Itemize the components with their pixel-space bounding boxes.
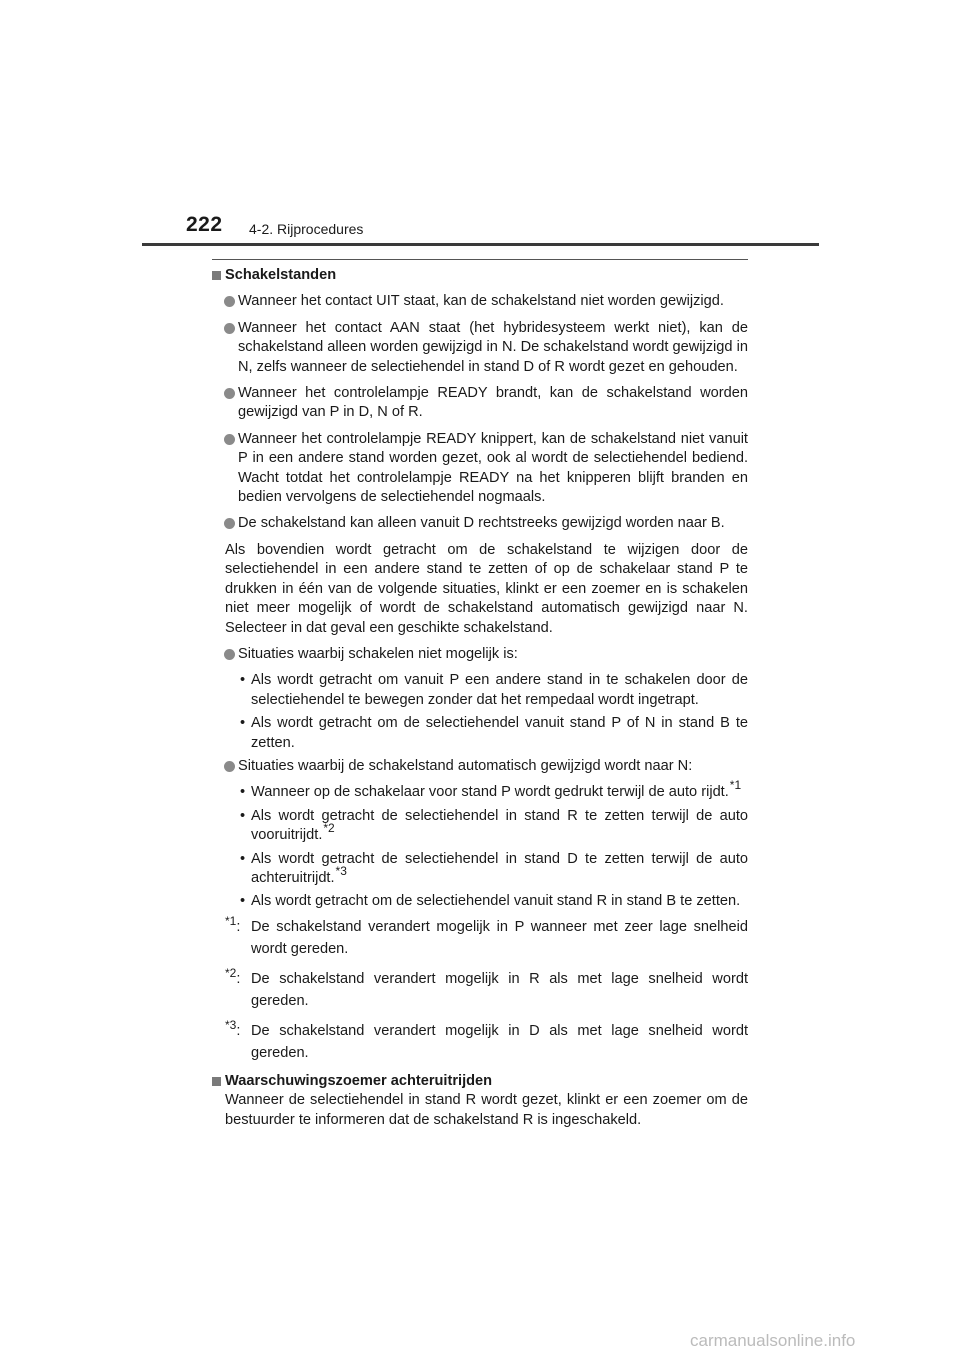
dot-bullet-icon: • xyxy=(240,807,246,824)
footnote xyxy=(212,965,748,1012)
sub-item xyxy=(212,714,748,753)
circle-bullet-icon xyxy=(224,434,235,445)
circle-bullet-icon xyxy=(224,323,235,334)
square-bullet-icon xyxy=(212,1077,221,1086)
sub-item xyxy=(212,671,748,710)
footnote-label: $^{*3}$: xyxy=(225,1017,241,1039)
footnote-marker: *3 xyxy=(335,863,347,878)
bullet-text: Situaties waarbij de schakelstand automatisch gewijzigd wordt naar N: xyxy=(238,757,693,774)
footnote-text: De schakelstand verandert mogelijk in P wanneer met zeer lage snelheid wordt gereden. xyxy=(251,918,748,957)
footnote-marker: *1 xyxy=(729,778,742,793)
page-number: 222 xyxy=(186,213,223,236)
heading-text: Schakelstanden xyxy=(225,267,337,283)
circle-bullet-icon xyxy=(224,296,235,307)
dot-bullet-icon: • xyxy=(240,715,246,732)
bullet-text: Wanneer het contact AAN staat (het hybridesysteem werkt niet), kan de schakelstand alleen worden gewijzigd in N. De schakelstand wordt gewijzigd in N, zelfs wanneer de selectiehendel in stand D of R wordt gezet en gehouden. xyxy=(238,319,748,375)
sub-list xyxy=(212,778,748,911)
content-divider xyxy=(212,259,748,260)
page-content xyxy=(212,266,748,1137)
bullet-item xyxy=(212,384,748,423)
footnote xyxy=(212,1017,748,1064)
circle-bullet-icon xyxy=(224,649,235,660)
sub-item-text: Wanneer op de schakelaar voor stand P wordt gedrukt terwijl de auto rijdt. xyxy=(251,784,729,801)
bullet-text: De schakelstand kan alleen vanuit D rechtstreeks gewijzigd worden naar B. xyxy=(238,515,725,532)
circle-bullet-icon xyxy=(224,518,235,529)
footnote-text: De schakelstand verandert mogelijk in R als met lage snelheid wordt gereden. xyxy=(251,970,748,1009)
footnote-text: De schakelstand verandert mogelijk in D als met lage snelheid wordt gereden. xyxy=(251,1022,748,1061)
dot-bullet-icon: • xyxy=(240,784,246,801)
heading-schakelstanden xyxy=(212,266,748,285)
paragraph: Als bovendien wordt getracht om de schakelstand te wijzigen door de selectiehendel in een andere stand te zetten of op de schakelaar stand P te drukken in één van de volgende situaties, klinkt er een zoemer en is schakelen niet meer mogelijk of wordt de schakelstand automatisch gewijzigd naar N. Selecteer in dat geval een geschikte schakelstand. xyxy=(225,541,748,636)
heading-text: Waarschuwingszoemer achteruitrijden xyxy=(225,1072,493,1089)
dot-bullet-icon: • xyxy=(240,672,246,689)
paragraph: Wanneer de selectiehendel in stand R wordt gezet, klinkt er een zoemer om de bestuurder te informeren dat de schakelstand R is ingeschakeld. xyxy=(225,1092,748,1128)
bullet-text: Situaties waarbij schakelen niet mogelijk is: xyxy=(238,645,518,662)
header-divider xyxy=(142,243,819,246)
dot-bullet-icon: • xyxy=(240,850,246,867)
bullet-text: Wanneer het contact UIT staat, kan de schakelstand niet worden gewijzigd. xyxy=(238,293,724,310)
footnote-mark: *3 xyxy=(225,1017,237,1032)
dot-bullet-icon: • xyxy=(240,893,246,910)
section-title: 4-2. Rijprocedures xyxy=(249,221,364,237)
sub-item xyxy=(212,778,748,802)
sub-item-text: Als wordt getracht de selectiehendel in stand R te zetten terwijl de auto vooruitrijdt. xyxy=(251,807,748,844)
page-header xyxy=(0,0,960,250)
circle-bullet-icon xyxy=(224,761,235,772)
watermark-brand: carmanualsonline.info xyxy=(690,1331,856,1350)
sub-list xyxy=(212,671,748,753)
sub-item-text: Als wordt getracht om de selectiehendel vanuit stand R in stand B te zetten. xyxy=(251,893,741,910)
footnote-mark: *2 xyxy=(225,965,237,980)
bullet-item xyxy=(212,757,748,776)
sub-item xyxy=(212,850,748,889)
sub-item xyxy=(212,892,748,911)
sub-item xyxy=(212,807,748,846)
bullet-item xyxy=(212,645,748,664)
footnote-marker: *2 xyxy=(323,821,335,836)
sub-item-text: Als wordt getracht de selectiehendel in stand D te zetten terwijl de auto achteruitrijdt. xyxy=(251,850,748,886)
sub-item-text: Als wordt getracht om vanuit P een andere stand in te schakelen door de selectiehendel te bewegen zonder dat het rempedaal wordt ingetrapt. xyxy=(251,672,748,708)
bullet-text: Wanneer het controlelampje READY brandt, kan de schakelstand worden gewijzigd van P in D, N of R. xyxy=(238,385,748,421)
footnote-label: $^{*1}$: xyxy=(225,913,241,935)
circle-bullet-icon xyxy=(224,388,235,399)
square-bullet-icon xyxy=(212,271,221,280)
footnote xyxy=(212,913,748,960)
bullet-item xyxy=(212,292,748,311)
footnote-mark: *1 xyxy=(225,913,237,928)
sub-item-text: Als wordt getracht om de selectiehendel vanuit stand P of N in stand B te zetten. xyxy=(251,715,748,751)
bullet-item xyxy=(212,430,748,508)
bullet-item xyxy=(212,319,748,377)
bullet-text: Wanneer het controlelampje READY knippert, kan de schakelstand niet vanuit P in een andere stand worden gezet, ook al wordt de selectiehendel bediend. Wacht totdat het controlelampje READY na het knipperen blijft branden en bedien vervolgens de selectiehendel nogmaals. xyxy=(238,430,748,506)
heading-waarschuwingszoemer xyxy=(212,1072,748,1091)
bullet-item xyxy=(212,514,748,533)
footnote-label: $^{*2}$: xyxy=(225,965,241,987)
